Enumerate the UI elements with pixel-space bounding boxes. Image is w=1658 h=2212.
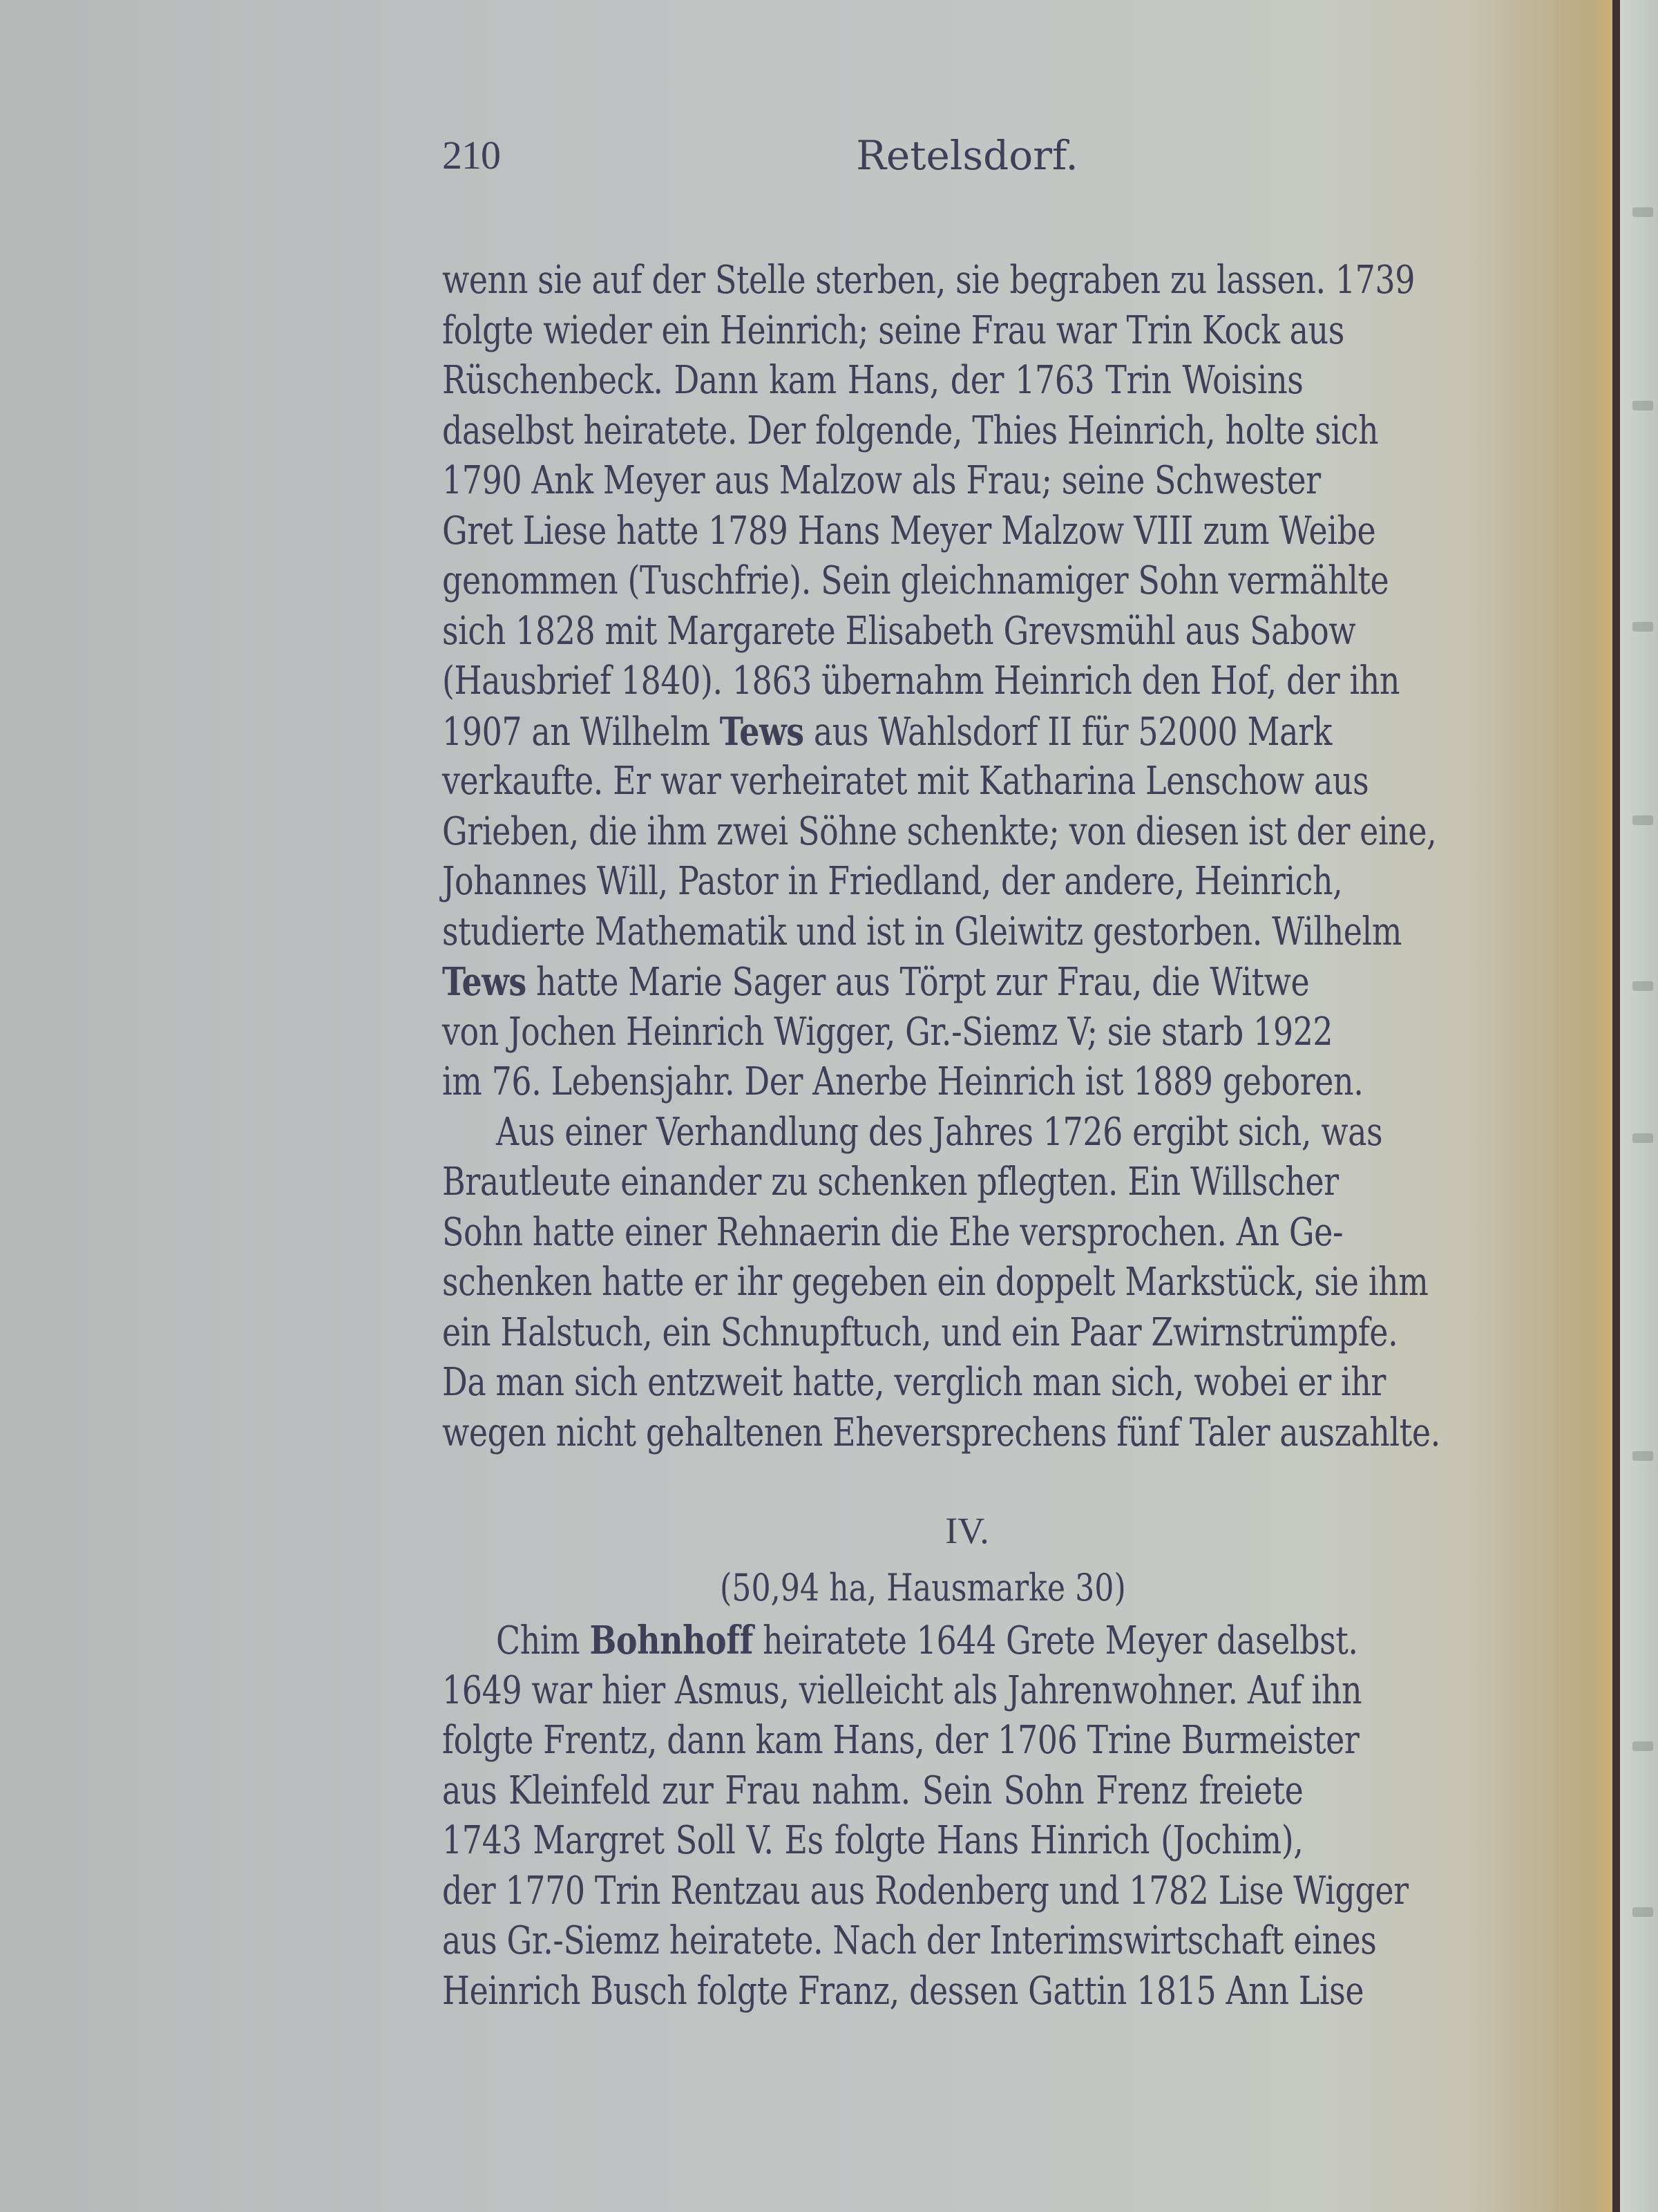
text-line: Aus einer Verhandlung des Jahres 1726 ergibt sich, was	[496, 1109, 1383, 1155]
ink-bleed	[1632, 1741, 1653, 1751]
book-page	[442, 124, 1492, 2016]
section-subtitle: (50,94 ha, Hausmarke 30)	[719, 1566, 1126, 1609]
text-line: aus Gr.-Siemz heiratete. Nach der Interimswirtschaft eines	[442, 1918, 1377, 1963]
text-line: verkaufte. Er war verheiratet mit Katharina Lenschow aus	[442, 759, 1369, 804]
text-line: Sohn hatte einer Rehnaerin die Ehe versprochen. An Ge-	[442, 1209, 1344, 1255]
text-line: folgte wieder ein Heinrich; seine Frau war Trin Kock aus	[442, 308, 1344, 353]
page-number: 210	[442, 133, 500, 178]
text-line: Chim Bohnhoff heiratete 1644 Grete Meyer daselbst.	[496, 1618, 1358, 1663]
text-line: aus Kleinfeld zur Frau nahm. Sein Sohn Frenz freiete	[442, 1768, 1304, 1813]
text-line: daselbst heiratete. Der folgende, Thies Heinrich, holte sich	[442, 408, 1379, 453]
section-number: IV.	[945, 1510, 989, 1551]
text-line: im 76. Lebensjahr. Der Anerbe Heinrich ist 1889 geboren.	[442, 1059, 1364, 1104]
text-line: 1907 an Wilhelm Tews aus Wahlsdorf II für 52000 Mark	[442, 708, 1333, 755]
text-line: 1649 war hier Asmus, vielleicht als Jahrenwohner. Auf ihn	[442, 1667, 1362, 1713]
text-line: Johannes Will, Pastor in Friedland, der andere, Heinrich,	[442, 859, 1343, 904]
bold-name: Bohnhoff	[589, 1618, 753, 1663]
text-line: Tews hatte Marie Sager aus Törpt zur Frau, die Witwe	[442, 959, 1310, 1005]
paragraph-3	[442, 1616, 1492, 2016]
text-line: wenn sie auf der Stelle sterben, sie begraben zu lassen. 1739	[442, 258, 1416, 303]
ink-bleed	[1632, 1451, 1653, 1461]
text-line: Da man sich entzweit hatte, verglich man sich, wobei er ihr	[442, 1360, 1386, 1405]
text-line: folgte Frentz, dann kam Hans, der 1706 Trine Burmeister	[442, 1718, 1360, 1763]
text-line: schenken hatte er ihr gegeben ein doppelt Markstück, sie ihm	[442, 1260, 1429, 1305]
text-line: genommen (Tuschfrie). Sein gleichnamiger Sohn vermählte	[442, 558, 1389, 603]
text-line: Rüschenbeck. Dann kam Hans, der 1763 Trin Woisins	[442, 358, 1304, 403]
running-title: Retelsdorf.	[856, 132, 1078, 179]
text-line: studierte Mathematik und ist in Gleiwitz gestorben. Wilhelm	[442, 909, 1402, 954]
page-edge-shadow	[1547, 0, 1613, 2212]
bold-name: Tews	[719, 708, 804, 755]
text-line: Brautleute einander zu schenken pflegten. Ein Willscher	[442, 1160, 1339, 1204]
text-line: 1790 Ank Meyer aus Malzow als Frau; seine Schwester	[442, 458, 1321, 503]
ink-bleed	[1632, 1133, 1653, 1143]
text-line: ein Halstuch, ein Schnupftuch, und ein Paar Zwirnstrümpfe.	[442, 1310, 1398, 1355]
text-line: Heinrich Busch folgte Franz, dessen Gattin 1815 Ann Lise	[442, 1968, 1364, 2014]
ink-bleed	[1632, 207, 1653, 217]
paragraph-2	[442, 1108, 1492, 1459]
ink-bleed	[1632, 815, 1653, 825]
ink-bleed	[1632, 1907, 1653, 1917]
text-line: (Hausbrief 1840). 1863 übernahm Heinrich den Hof, der ihn	[442, 659, 1400, 703]
book-gutter	[1612, 0, 1620, 2212]
ink-bleed	[1632, 622, 1653, 632]
body-text	[442, 256, 1492, 2016]
paragraph-1	[442, 256, 1492, 1108]
ink-bleed	[1632, 401, 1653, 410]
text-line: von Jochen Heinrich Wigger, Gr.-Siemz V; sie starb 1922	[442, 1009, 1333, 1055]
running-head	[442, 124, 1492, 187]
text-line: der 1770 Trin Rentzau aus Rodenberg und 1782 Lise Wigger	[442, 1868, 1409, 1913]
text-line: sich 1828 mit Margarete Elisabeth Grevsmühl aus Sabow	[442, 608, 1356, 654]
adjacent-page-edge	[1620, 0, 1658, 2212]
text-line: Gret Liese hatte 1789 Hans Meyer Malzow VIII zum Weibe	[442, 508, 1376, 554]
text-line: 1743 Margret Soll V. Es folgte Hans Hinrich (Jochim),	[442, 1818, 1304, 1863]
bold-name: Tews	[442, 959, 526, 1005]
text-line: Grieben, die ihm zwei Söhne schenkte; von diesen ist der eine,	[442, 809, 1437, 854]
ink-bleed	[1632, 981, 1653, 991]
text-line: wegen nicht gehaltenen Eheversprechens fünf Taler auszahlte.	[442, 1410, 1440, 1455]
